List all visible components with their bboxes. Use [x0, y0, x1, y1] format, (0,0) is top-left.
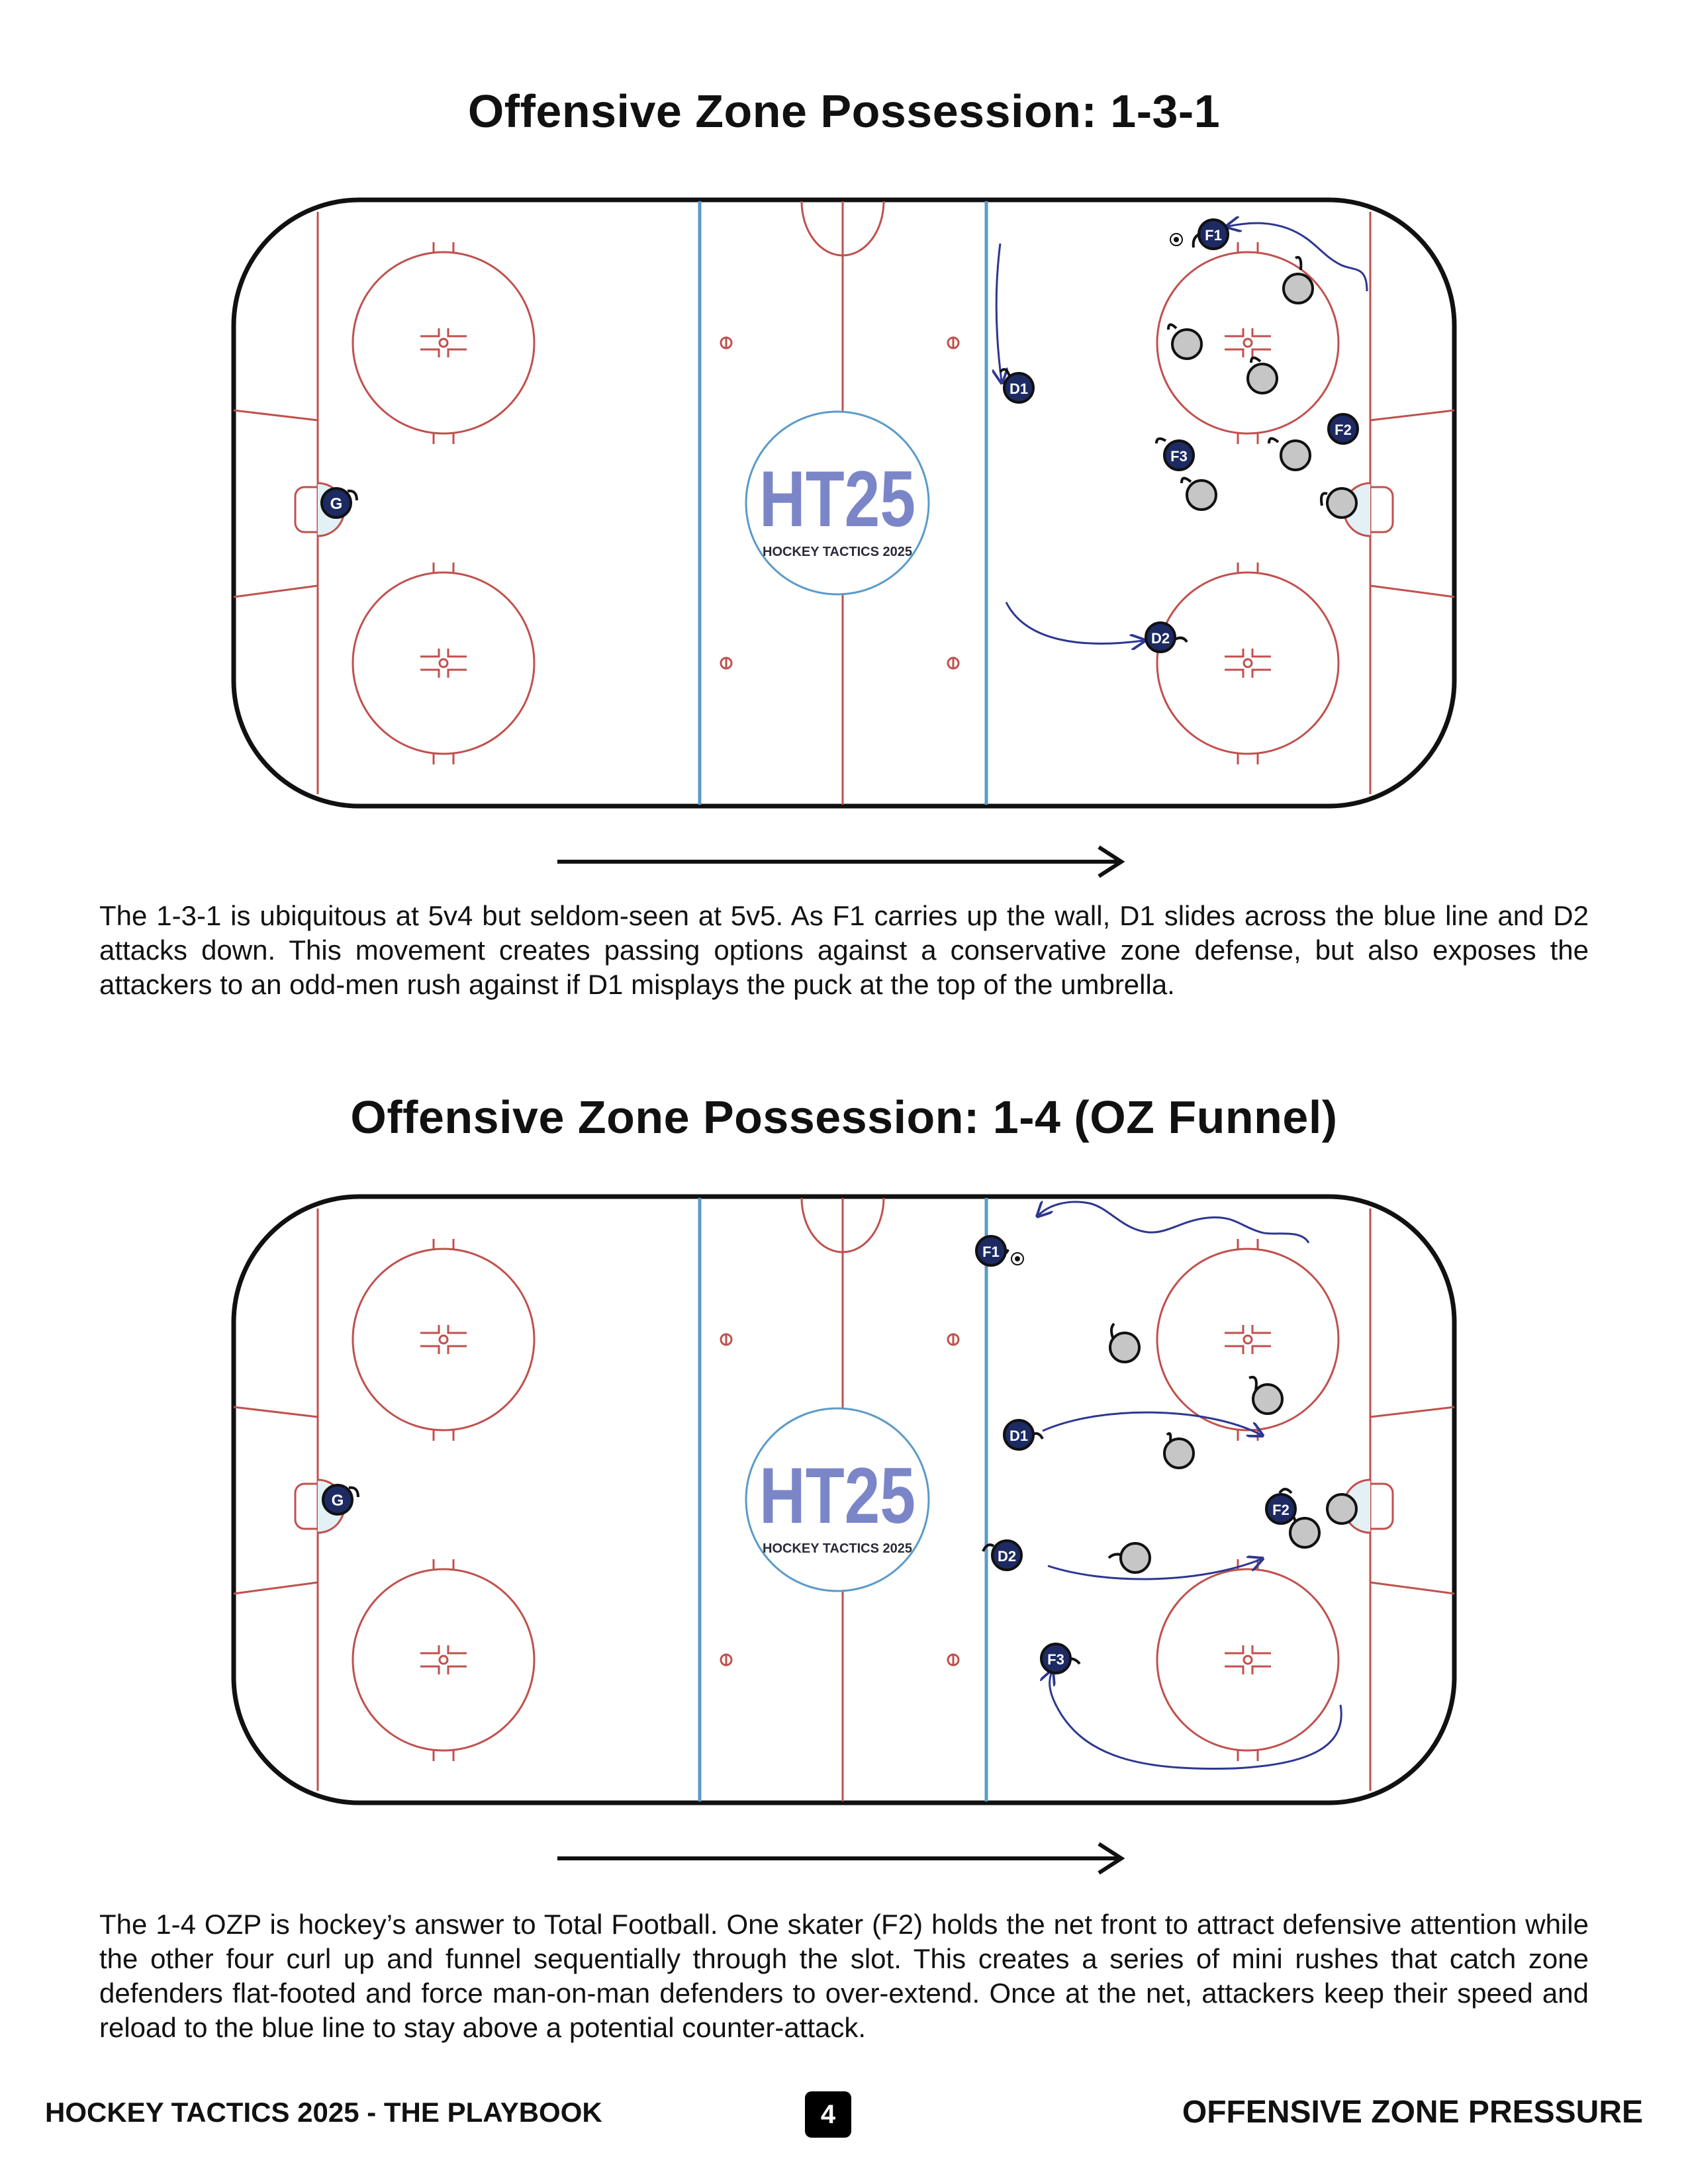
attack-direction-arrow-1: [549, 842, 1132, 882]
center-logo: [746, 1408, 929, 1591]
logo-sub-text: HOCKEY TACTICS 2025: [763, 545, 912, 559]
player-label: G: [330, 495, 343, 513]
player-f2: [1329, 414, 1358, 443]
player-label: D1: [1009, 381, 1029, 397]
footer-chapter-title: OFFENSIVE ZONE PRESSURE: [1182, 2095, 1643, 2130]
footer-book-title: HOCKEY TACTICS 2025 - THE PLAYBOOK: [45, 2097, 602, 2128]
player-label: D1: [1009, 1428, 1029, 1444]
player-label: F1: [1205, 227, 1222, 244]
player-label: F3: [1047, 1651, 1064, 1668]
diagram-1-description: The 1-3-1 is ubiquitous at 5v4 but seldom-seen at 5v5. As F1 carries up the wall, D1 slides across the blue line and D2 attacks down. This movement creates passing options against a conservative zone defense, but also exposes the attackers to an odd-men rush against if D1 misplays the puck at the top of the umbrella.: [99, 900, 1589, 1000]
attack-direction-arrow-2: [549, 1839, 1132, 1878]
player-label: F2: [1335, 422, 1352, 438]
player-label: F3: [1170, 448, 1188, 465]
rink-diagram-1: [228, 192, 1460, 814]
logo-main-text: HT25: [759, 1451, 915, 1540]
player-label: F2: [1272, 1502, 1289, 1518]
page-number: 4: [805, 2091, 851, 2138]
player-label: D2: [1150, 630, 1170, 647]
diagram-1-title: Offensive Zone Possession: 1-3-1: [467, 85, 1221, 137]
player-label: F1: [982, 1244, 1000, 1260]
logo-sub-text: HOCKEY TACTICS 2025: [763, 1541, 912, 1556]
diagram-2-description: The 1-4 OZP is hockey’s answer to Total Football. One skater (F2) holds the net front to attract defensive attention while the other four curl up and funnel sequentially through the slot. This creates a series of mini rushes that catch zone defenders flat-footed and force man-on-man defenders to over-extend. Once at the net, attackers keep their speed and reload to the blue line to stay above a potential counter-attack.: [99, 1909, 1589, 2043]
logo-main-text: HT25: [759, 455, 915, 543]
center-logo: [746, 412, 929, 594]
puck: [1011, 1253, 1023, 1265]
puck: [1170, 234, 1182, 246]
player-label: G: [331, 1492, 344, 1510]
rink-diagram-2: [228, 1189, 1460, 1811]
diagram-2-title: Offensive Zone Possession: 1-4 (OZ Funnel): [350, 1091, 1338, 1143]
player-label: D2: [997, 1548, 1017, 1565]
defender: [1327, 1494, 1356, 1524]
